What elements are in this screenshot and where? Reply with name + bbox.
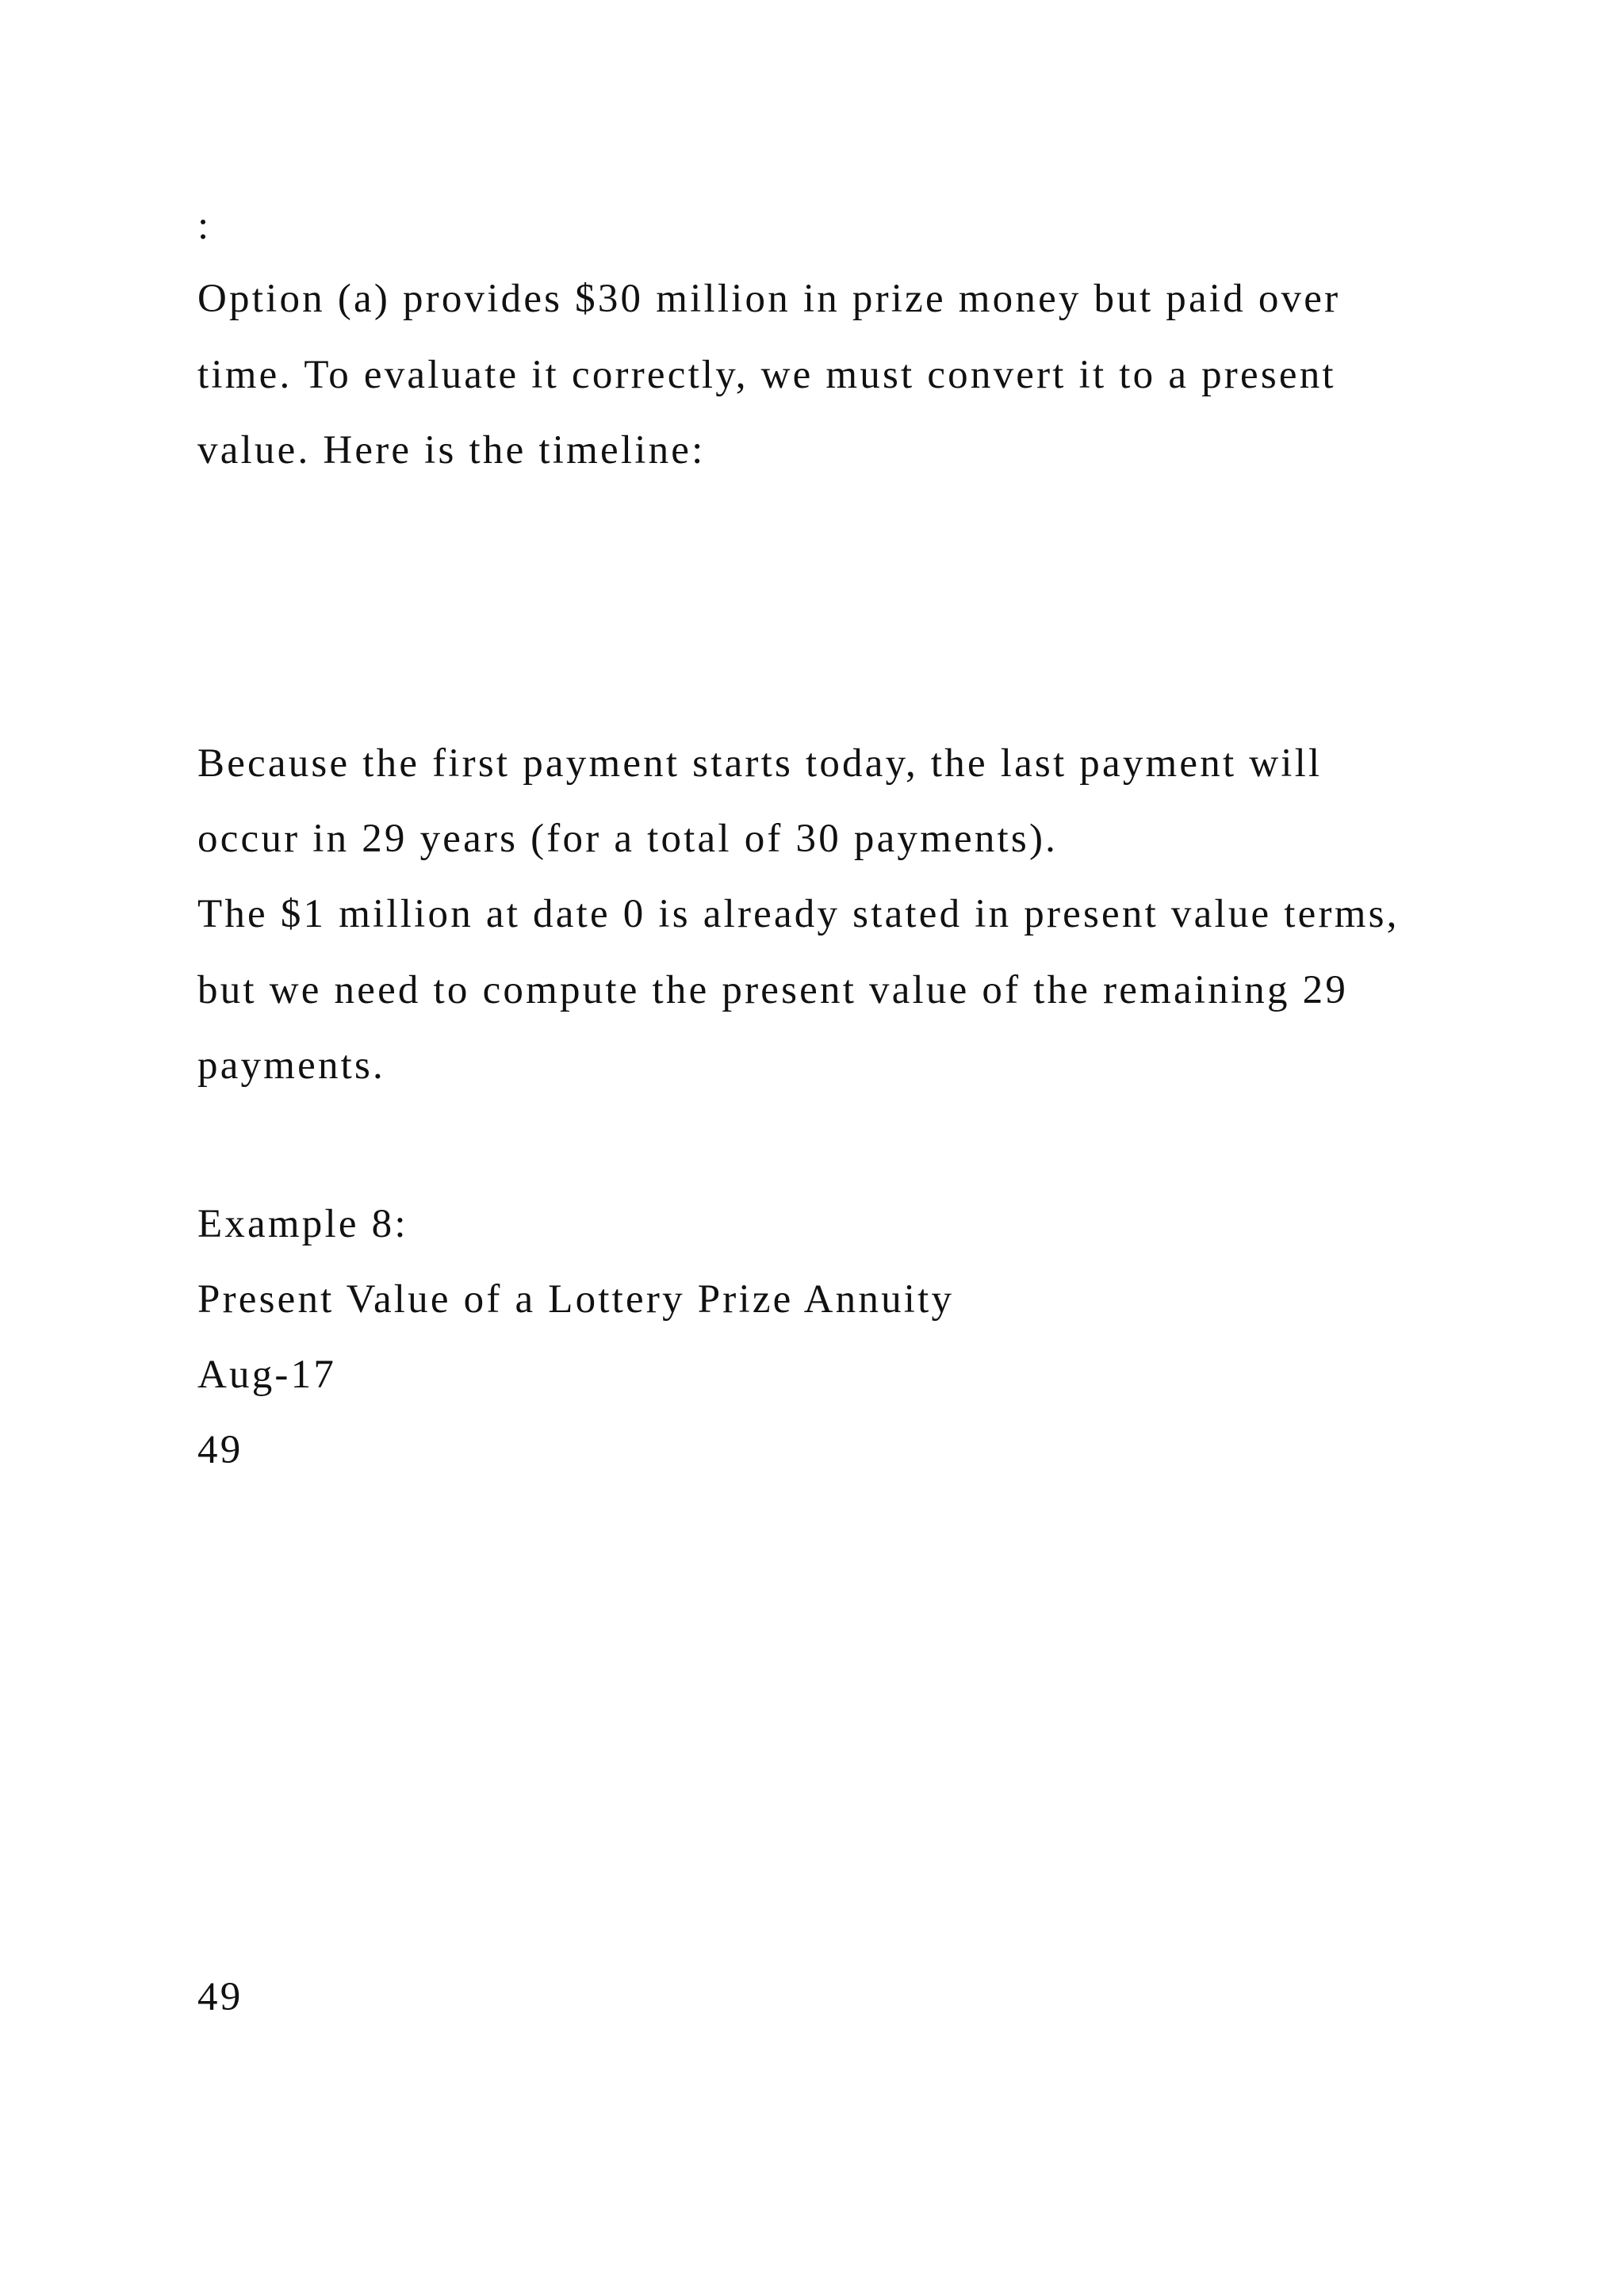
example-title: Present Value of a Lottery Prize Annuity [197,1277,955,1322]
paragraph-2-line-1: Because the first payment starts today, the last payment will [197,741,1323,786]
paragraph-3-line-2: but we need to compute the present value of the remaining 29 [197,968,1349,1012]
paragraph-2-line-2: occur in 29 years (for a total of 30 payments). [197,817,1059,861]
slide-number: 49 [197,1428,243,1472]
slide-date: Aug-17 [197,1353,337,1397]
paragraph-1-line-2: time. To evaluate it correctly, we must convert it to a present [197,353,1336,397]
paragraph-3-line-3: payments. [197,1043,386,1088]
intro-colon: : [197,204,212,248]
example-label: Example 8: [197,1202,408,1246]
paragraph-1-line-1: Option (a) provides $30 million in prize money but paid over [197,277,1341,321]
page-number: 49 [197,1975,243,2019]
paragraph-1-line-3: value. Here is the timeline: [197,428,706,473]
paragraph-3-line-1: The $1 million at date 0 is already stated in present value terms, [197,892,1400,936]
